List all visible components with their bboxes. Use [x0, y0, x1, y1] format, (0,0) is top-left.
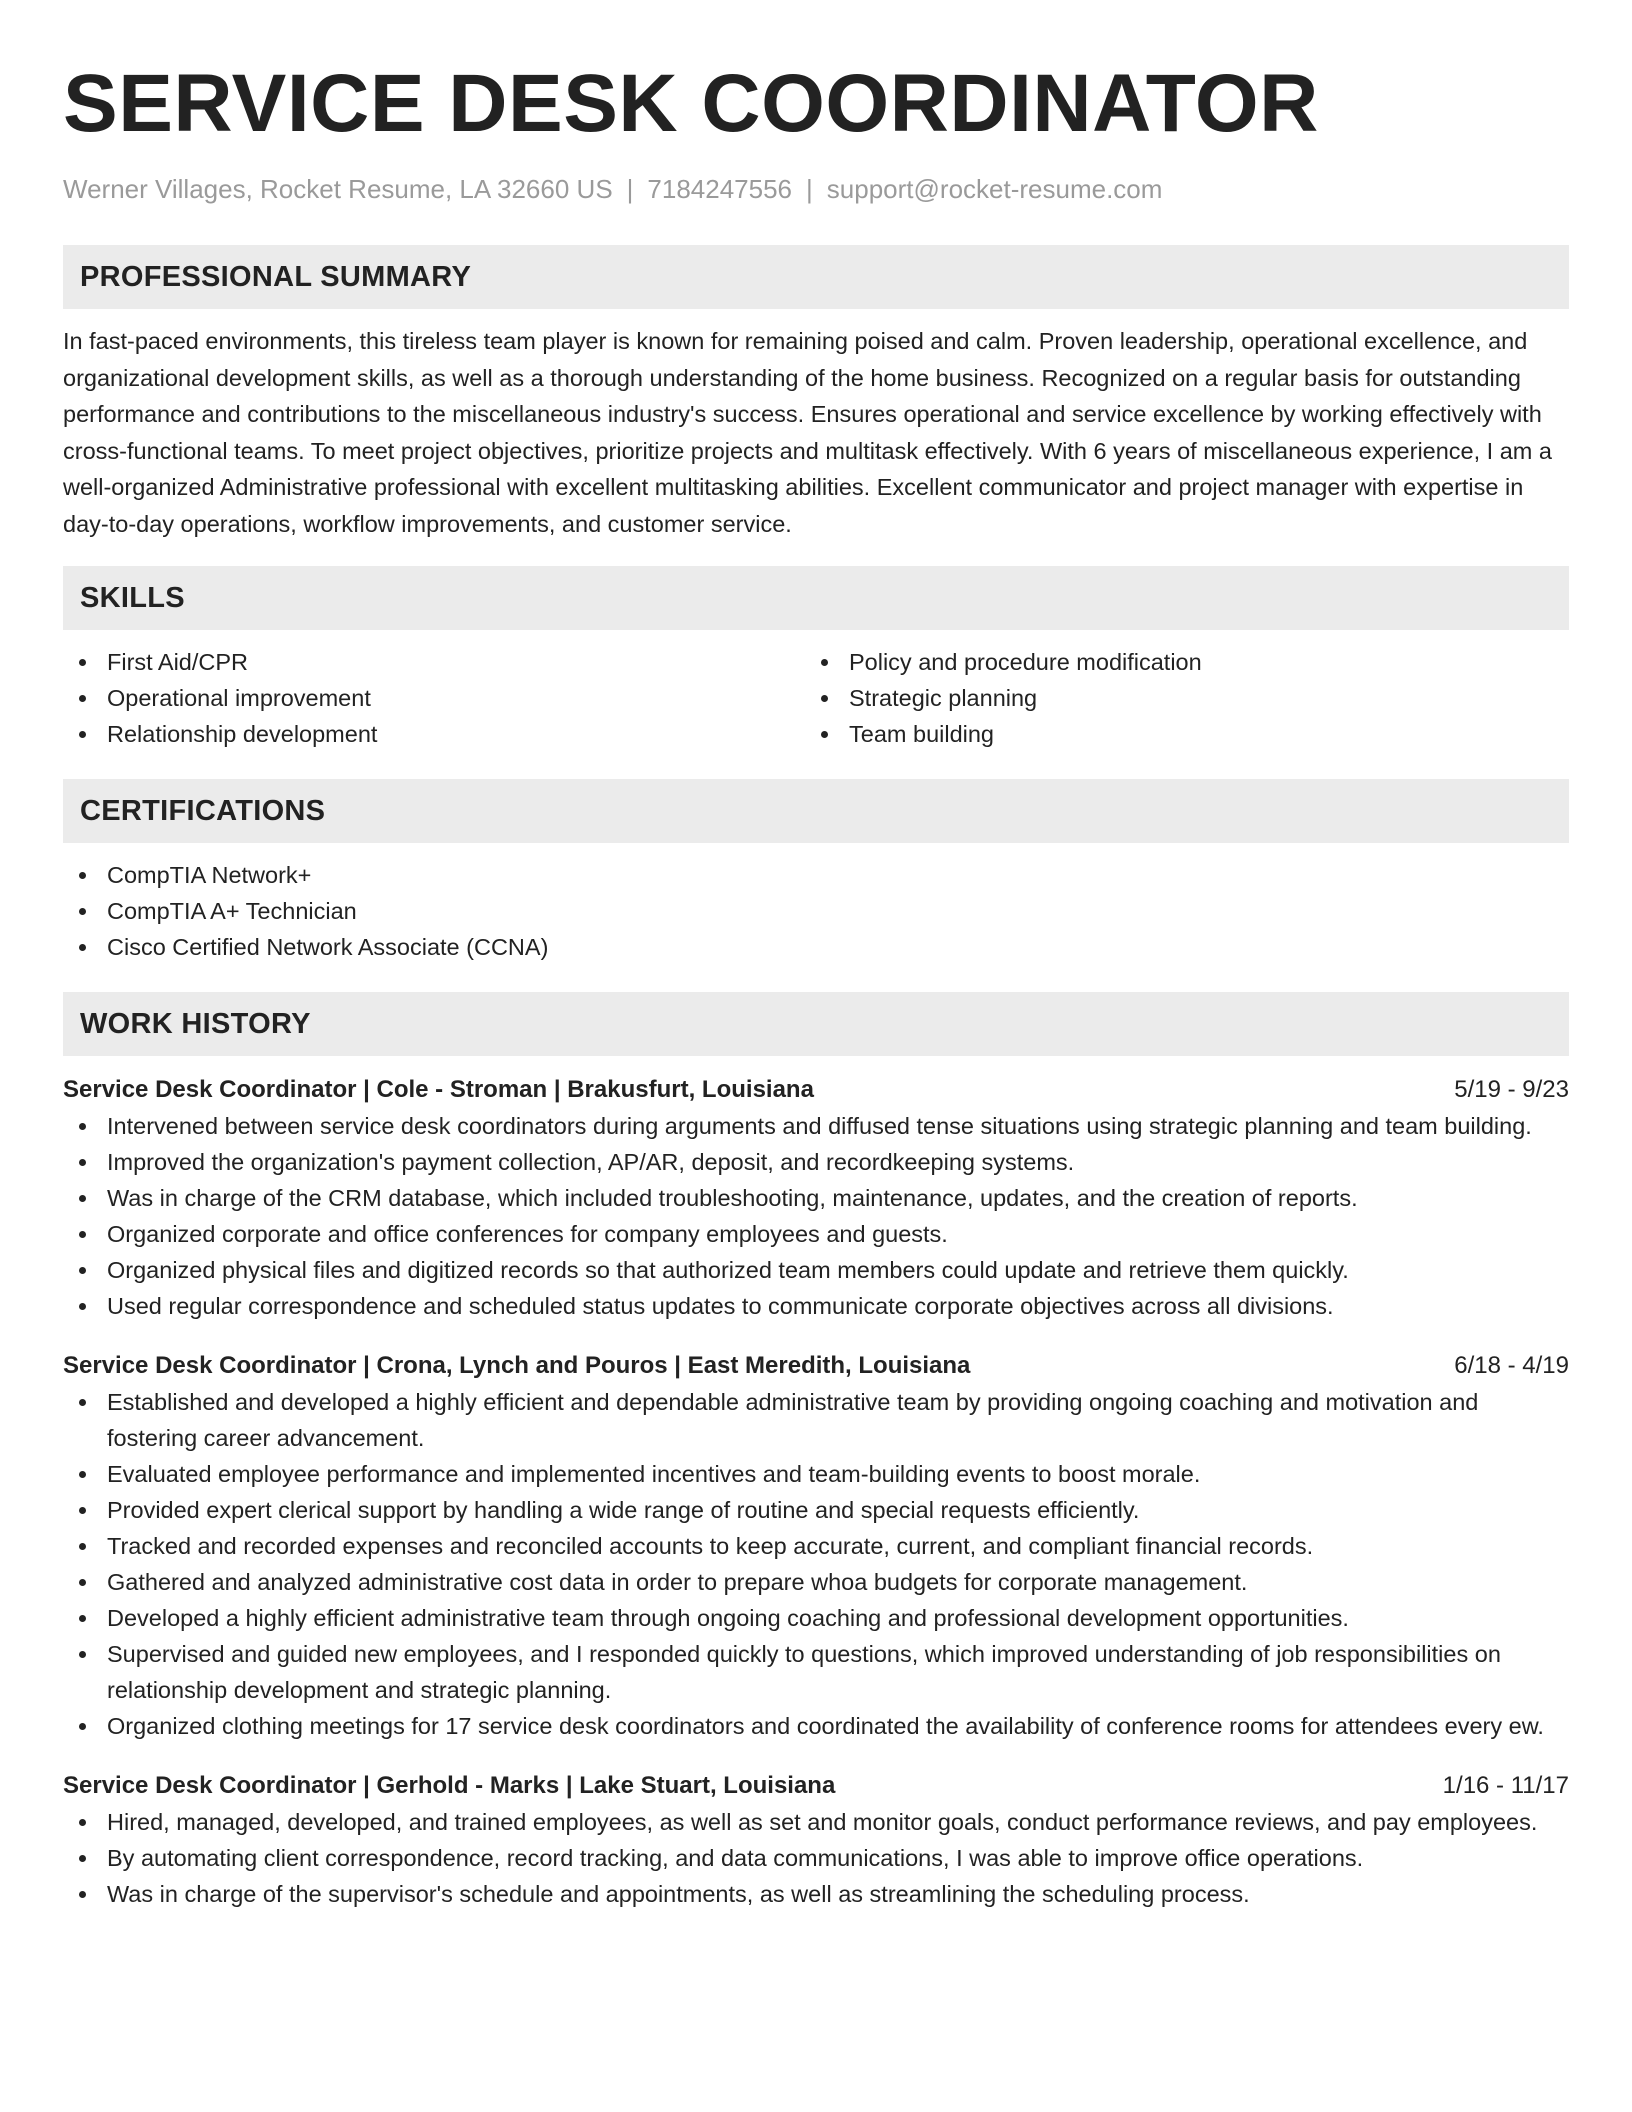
- section-heading-skills: SKILLS: [63, 566, 1569, 630]
- certification-item: CompTIA A+ Technician: [107, 893, 1569, 929]
- section-heading-work-history: WORK HISTORY: [63, 992, 1569, 1056]
- job-bullet: Established and developed a highly efficient and dependable administrative team by providing ongoing coaching and motivation and fostering career advancement.: [107, 1384, 1569, 1456]
- skill-item: Team building: [849, 716, 1547, 752]
- job-entry: [63, 1768, 1569, 1912]
- skill-item: Strategic planning: [849, 680, 1547, 716]
- skill-item: First Aid/CPR: [107, 644, 805, 680]
- job-bullet: Evaluated employee performance and implemented incentives and team-building events to boost morale.: [107, 1456, 1569, 1492]
- page-title: SERVICE DESK COORDINATOR: [63, 58, 1319, 149]
- certifications-list: [63, 857, 1569, 965]
- contact-address: Werner Villages, Rocket Resume, LA 32660 US: [63, 174, 613, 204]
- job-header: [63, 1072, 1569, 1108]
- skill-item: Operational improvement: [107, 680, 805, 716]
- job-bullet: Supervised and guided new employees, and I responded quickly to questions, which improved understanding of job responsibilities on relationship development and strategic planning.: [107, 1636, 1569, 1708]
- skill-item: Relationship development: [107, 716, 805, 752]
- summary-text: In fast-paced environments, this tireless team player is known for remaining poised and calm. Proven leadership, operational excellence, and organizational development skills, as well as a thorough understanding of the home business. Recognized on a regular basis for outstanding performance and contributions to the miscellaneous industry's success. Ensures operational and service excellence by working effectively with cross-functional teams. To meet project objectives, prioritize projects and multitask effectively. With 6 years of miscellaneous experience, I am a well-organized Administrative professional with excellent multitasking abilities. Excellent communicator and project manager with expertise in day-to-day operations, workflow improvements, and customer service.: [63, 328, 1552, 537]
- job-bullet: Improved the organization's payment collection, AP/AR, deposit, and recordkeeping systems.: [107, 1144, 1569, 1180]
- job-dates: 1/16 - 11/17: [1442, 1772, 1569, 1799]
- job-entry: [63, 1348, 1569, 1744]
- job-header: [63, 1348, 1569, 1384]
- section-heading-certifications: CERTIFICATIONS: [63, 779, 1569, 843]
- job-bullet: Organized clothing meetings for 17 service desk coordinators and coordinated the availability of conference rooms for attendees every ew.: [107, 1708, 1569, 1744]
- certification-item: CompTIA Network+: [107, 857, 1569, 893]
- job-bullet: Hired, managed, developed, and trained employees, as well as set and monitor goals, conduct performance reviews, and pay employees.: [107, 1804, 1569, 1840]
- job-bullets: [63, 1384, 1569, 1744]
- job-dates: 6/18 - 4/19: [1454, 1352, 1569, 1379]
- job-bullets: [63, 1804, 1569, 1912]
- job-bullet: Developed a highly efficient administrative team through ongoing coaching and professional development opportunities.: [107, 1600, 1569, 1636]
- skill-item: Policy and procedure modification: [849, 644, 1547, 680]
- job-bullet: Was in charge of the CRM database, which included troubleshooting, maintenance, updates, and the creation of reports.: [107, 1180, 1569, 1216]
- contact-phone: 7184247556: [647, 174, 793, 204]
- job-bullet: Provided expert clerical support by handling a wide range of routine and special requests efficiently.: [107, 1492, 1569, 1528]
- skills-column-left: [63, 644, 805, 752]
- skills-column-right: [805, 644, 1547, 752]
- job-header: [63, 1768, 1569, 1804]
- job-bullet: Intervened between service desk coordinators during arguments and diffused tense situations using strategic planning and team building.: [107, 1108, 1569, 1144]
- job-title: Service Desk Coordinator | Gerhold - Marks | Lake Stuart, Louisiana: [63, 1772, 836, 1799]
- job-bullet: Organized physical files and digitized records so that authorized team members could update and retrieve them quickly.: [107, 1252, 1569, 1288]
- contact-separator: |: [626, 174, 634, 204]
- job-bullet: By automating client correspondence, record tracking, and data communications, I was able to improve office operations.: [107, 1840, 1569, 1876]
- job-bullet: Was in charge of the supervisor's schedule and appointments, as well as streamlining the scheduling process.: [107, 1876, 1569, 1912]
- contact-separator: |: [806, 174, 813, 204]
- job-bullet: Used regular correspondence and scheduled status updates to communicate corporate objectives across all divisions.: [107, 1288, 1569, 1324]
- contact-line: [63, 172, 1569, 206]
- job-title: Service Desk Coordinator | Cole - Stroman | Brakusfurt, Louisiana: [63, 1076, 814, 1103]
- job-bullet: Gathered and analyzed administrative cost data in order to prepare whoa budgets for corporate management.: [107, 1564, 1569, 1600]
- job-bullets: [63, 1108, 1569, 1324]
- section-heading-summary: PROFESSIONAL SUMMARY: [63, 245, 1569, 309]
- certification-item: Cisco Certified Network Associate (CCNA): [107, 929, 1569, 965]
- job-title: Service Desk Coordinator | Crona, Lynch and Pouros | East Meredith, Louisiana: [63, 1352, 971, 1379]
- job-bullet: Tracked and recorded expenses and reconciled accounts to keep accurate, current, and compliant financial records.: [107, 1528, 1569, 1564]
- skills-list: [63, 644, 1569, 752]
- contact-email: support@rocket-resume.com: [826, 174, 1163, 204]
- job-entry: [63, 1072, 1569, 1324]
- job-bullet: Organized corporate and office conferences for company employees and guests.: [107, 1216, 1569, 1252]
- job-dates: 5/19 - 9/23: [1454, 1076, 1569, 1103]
